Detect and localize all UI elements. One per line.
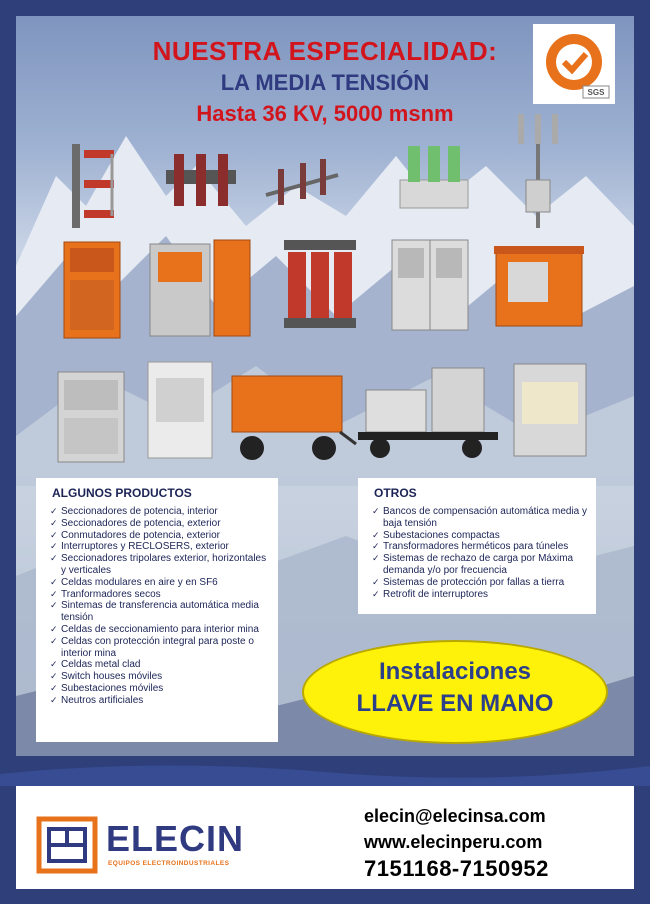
dry-transformer-icon [280, 236, 360, 332]
switch-house-icon [494, 244, 584, 328]
brand-tagline: EQUIPOS ELECTROINDUSTRIALES [108, 860, 230, 867]
mobile-switch-house-icon [228, 368, 358, 464]
others-list [358, 506, 596, 600]
metal-clad-cabinet-icon [390, 238, 470, 332]
list-item: ✓ Celdas con protección integral para poste o interior mina [50, 636, 272, 660]
headline-voltage-altitude: Hasta 36 KV, 5000 msnm [196, 101, 454, 126]
list-item: ✓ Conmutadores de potencia, exterior [50, 530, 272, 542]
list-item: ✓ Sistemas de protección por fallas a tierra [372, 577, 590, 589]
callout-line2: LLAVE EN MANO [356, 690, 554, 717]
list-item: ✓ Subestaciones móviles [50, 683, 272, 695]
contact-footer [16, 786, 634, 889]
others-box [358, 478, 596, 614]
power-switch-icon [262, 155, 342, 215]
svg-text:SGS: SGS [587, 88, 605, 97]
compact-substation-icon [56, 370, 126, 464]
list-item: ✓ Seccionadores de potencia, interior [50, 506, 272, 518]
list-item: ✓ Subestaciones compactas [372, 530, 590, 542]
contact-website[interactable]: www.elecinperu.com [364, 832, 543, 852]
mine-protection-cell-icon [146, 360, 214, 460]
list-item: ✓ Retrofit de interruptores [372, 589, 590, 601]
elecin-logo-icon [36, 816, 98, 874]
headline-medium-voltage: LA MEDIA TENSIÓN [220, 70, 430, 95]
modular-cell-icon [62, 240, 122, 340]
outdoor-disconnector-icon [160, 150, 242, 212]
list-item: ✓ Transformadores herméticos para túneles [372, 541, 590, 553]
products-list [36, 506, 278, 707]
list-item: ✓ Celdas de seccionamiento para interior mina [50, 624, 272, 636]
sf6-cells-icon [148, 238, 252, 338]
recloser-icon [396, 142, 472, 214]
list-item: ✓ Tranformadores secos [50, 589, 272, 601]
others-title: OTROS [374, 486, 417, 500]
list-item: ✓ Celdas metal clad [50, 659, 272, 671]
turnkey-callout [302, 640, 608, 744]
footer-wave-band [0, 756, 650, 786]
list-item: ✓ Sistemas de rechazo de carga por Máxima demanda y/o por frecuencia [372, 553, 590, 577]
headline-specialty: NUESTRA ESPECIALIDAD: [152, 36, 498, 66]
list-item: ✓ Interruptores y RECLOSERS, exterior [50, 541, 272, 553]
list-item: ✓ Bancos de compensación automática media y baja tensión [372, 506, 590, 530]
products-box [36, 478, 278, 742]
list-item: ✓ Neutros artificiales [50, 695, 272, 707]
list-item: ✓ Celdas modulares en aire y en SF6 [50, 577, 272, 589]
products-title: ALGUNOS PRODUCTOS [52, 486, 192, 500]
indoor-switch-disconnector-icon [62, 140, 124, 232]
list-item: ✓ Seccionadores tripolares exterior, horizontales y verticales [50, 553, 272, 577]
iso-certification-badge [533, 24, 615, 104]
artificial-neutral-icon [512, 362, 588, 458]
list-item: ✓ Seccionadores de potencia, exterior [50, 518, 272, 530]
sgs-check-icon [533, 24, 615, 104]
mobile-substation-icon [356, 360, 500, 464]
contact-email[interactable]: elecin@elecinsa.com [364, 806, 546, 826]
callout-line1: Instalaciones [378, 658, 532, 685]
brand-name: ELECIN [106, 818, 245, 859]
pole-mounted-switch-icon [508, 110, 570, 232]
list-item: ✓ Sintemas de transferencia automática media tensión [50, 600, 272, 624]
contact-phones: 7151168-7150952 [364, 856, 549, 881]
list-item: ✓ Switch houses móviles [50, 671, 272, 683]
